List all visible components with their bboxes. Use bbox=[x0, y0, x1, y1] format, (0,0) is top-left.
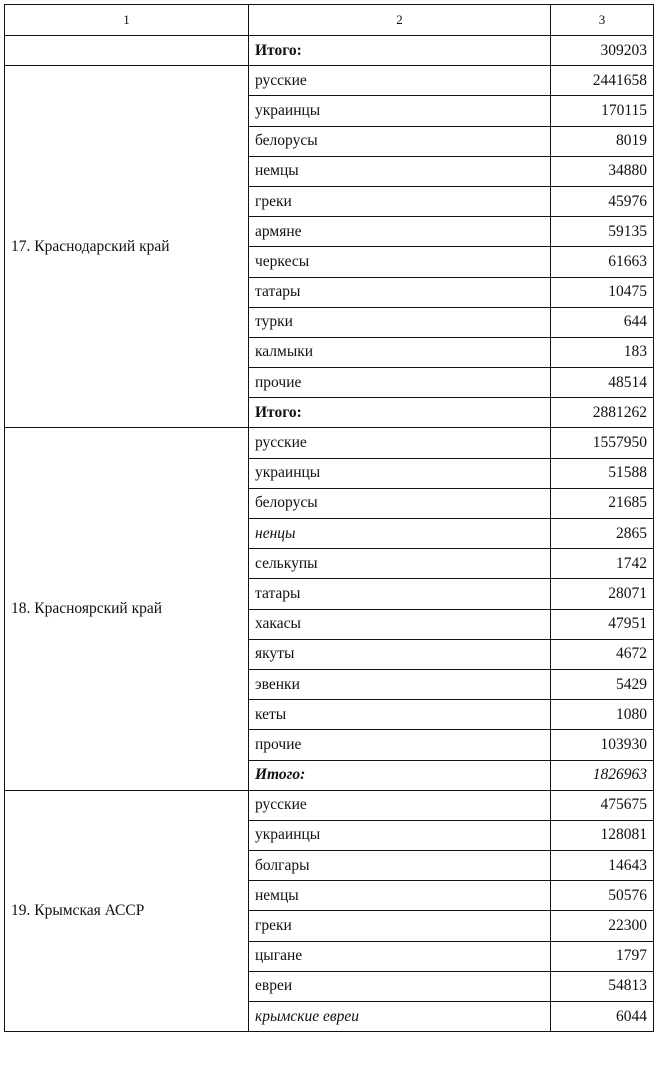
population-cell: 2441658 bbox=[551, 66, 654, 96]
nationality-cell: белорусы bbox=[249, 488, 551, 518]
population-cell: 10475 bbox=[551, 277, 654, 307]
nationality-cell: селькупы bbox=[249, 549, 551, 579]
population-cell: 183 bbox=[551, 337, 654, 367]
population-cell: 45976 bbox=[551, 186, 654, 216]
population-cell: 47951 bbox=[551, 609, 654, 639]
nationality-cell: татары bbox=[249, 277, 551, 307]
population-cell: 48514 bbox=[551, 368, 654, 398]
table-header bbox=[5, 5, 654, 36]
header-col-1: 1 bbox=[5, 5, 249, 36]
nationality-cell: греки bbox=[249, 186, 551, 216]
nationality-cell: прочие bbox=[249, 368, 551, 398]
population-cell: 6044 bbox=[551, 1002, 654, 1032]
nationality-cell: немцы bbox=[249, 881, 551, 911]
population-cell: 644 bbox=[551, 307, 654, 337]
total-label: Итого: bbox=[249, 760, 551, 790]
nationality-cell: евреи bbox=[249, 971, 551, 1001]
table-row bbox=[5, 66, 654, 96]
nationality-cell: немцы bbox=[249, 156, 551, 186]
population-cell: 5429 bbox=[551, 669, 654, 699]
nationality-cell: русские bbox=[249, 790, 551, 820]
population-cell: 475675 bbox=[551, 790, 654, 820]
header-col-3: 3 bbox=[551, 5, 654, 36]
total-value: 309203 bbox=[551, 36, 654, 66]
nationality-cell: черкесы bbox=[249, 247, 551, 277]
header-row bbox=[5, 5, 654, 36]
nationality-cell: турки bbox=[249, 307, 551, 337]
total-value: 2881262 bbox=[551, 398, 654, 428]
nationality-cell: эвенки bbox=[249, 669, 551, 699]
census-table bbox=[4, 4, 654, 1032]
population-cell: 1742 bbox=[551, 549, 654, 579]
total-label: Итого: bbox=[249, 36, 551, 66]
nationality-cell: греки bbox=[249, 911, 551, 941]
population-cell: 14643 bbox=[551, 851, 654, 881]
nationality-cell: хакасы bbox=[249, 609, 551, 639]
total-row bbox=[5, 36, 654, 66]
nationality-cell: болгары bbox=[249, 851, 551, 881]
nationality-cell: русские bbox=[249, 66, 551, 96]
nationality-cell: калмыки bbox=[249, 337, 551, 367]
population-cell: 4672 bbox=[551, 639, 654, 669]
population-cell: 8019 bbox=[551, 126, 654, 156]
population-cell: 54813 bbox=[551, 971, 654, 1001]
nationality-cell: украинцы bbox=[249, 820, 551, 850]
nationality-cell: якуты bbox=[249, 639, 551, 669]
population-cell: 61663 bbox=[551, 247, 654, 277]
nationality-cell: русские bbox=[249, 428, 551, 458]
total-value: 1826963 bbox=[551, 760, 654, 790]
header-col-2: 2 bbox=[249, 5, 551, 36]
table-body bbox=[5, 36, 654, 1032]
population-cell: 1797 bbox=[551, 941, 654, 971]
population-cell: 128081 bbox=[551, 820, 654, 850]
table-row bbox=[5, 790, 654, 820]
population-cell: 2865 bbox=[551, 519, 654, 549]
nationality-cell: крымские евреи bbox=[249, 1002, 551, 1032]
nationality-cell: прочие bbox=[249, 730, 551, 760]
nationality-cell: кеты bbox=[249, 700, 551, 730]
region-cell bbox=[5, 36, 249, 66]
population-cell: 22300 bbox=[551, 911, 654, 941]
nationality-cell: цыгане bbox=[249, 941, 551, 971]
population-cell: 34880 bbox=[551, 156, 654, 186]
population-cell: 103930 bbox=[551, 730, 654, 760]
population-cell: 51588 bbox=[551, 458, 654, 488]
nationality-cell: украинцы bbox=[249, 458, 551, 488]
population-cell: 1557950 bbox=[551, 428, 654, 458]
population-cell: 50576 bbox=[551, 881, 654, 911]
population-cell: 1080 bbox=[551, 700, 654, 730]
total-label: Итого: bbox=[249, 398, 551, 428]
population-cell: 21685 bbox=[551, 488, 654, 518]
nationality-cell: белорусы bbox=[249, 126, 551, 156]
nationality-cell: армяне bbox=[249, 217, 551, 247]
nationality-cell: украинцы bbox=[249, 96, 551, 126]
nationality-cell: ненцы bbox=[249, 519, 551, 549]
table-row bbox=[5, 428, 654, 458]
region-cell: 17. Краснодарский край bbox=[5, 66, 249, 428]
population-cell: 170115 bbox=[551, 96, 654, 126]
population-cell: 59135 bbox=[551, 217, 654, 247]
region-cell: 18. Красноярский край bbox=[5, 428, 249, 790]
region-cell: 19. Крымская АССР bbox=[5, 790, 249, 1032]
population-cell: 28071 bbox=[551, 579, 654, 609]
nationality-cell: татары bbox=[249, 579, 551, 609]
